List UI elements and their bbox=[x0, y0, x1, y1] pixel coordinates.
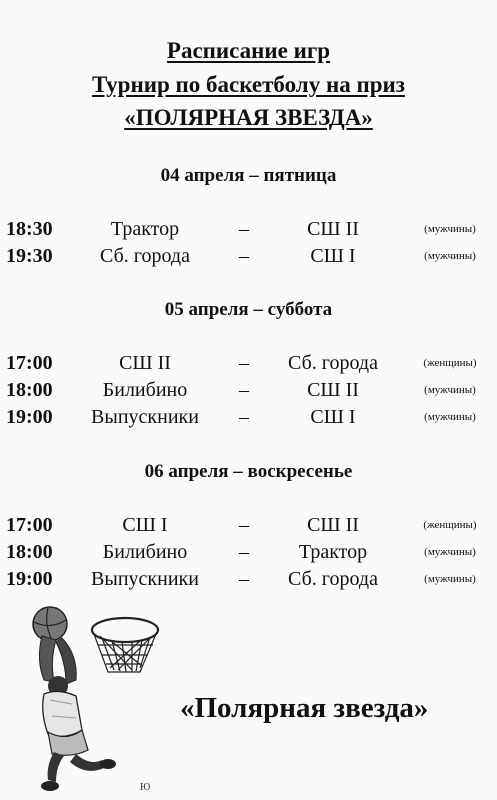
away-team: Сб. города bbox=[288, 352, 378, 374]
game-category: (мужчины) bbox=[424, 573, 476, 585]
game-category: (мужчины) bbox=[424, 223, 476, 235]
tournament-name: «ПОЛЯРНАЯ ЗВЕЗДА» bbox=[124, 105, 373, 130]
away-team: СШ II bbox=[307, 379, 359, 401]
game-category: (мужчины) bbox=[424, 411, 476, 423]
home-team: Выпускники bbox=[91, 568, 199, 590]
home-team: Билибино bbox=[102, 379, 188, 401]
away-team: СШ I bbox=[310, 245, 356, 267]
game-row bbox=[0, 243, 497, 269]
versus-dash: – bbox=[239, 352, 249, 374]
away-team: СШ I bbox=[310, 406, 356, 428]
versus-dash: – bbox=[239, 218, 249, 240]
away-team: Трактор bbox=[298, 541, 368, 563]
versus-dash: – bbox=[239, 541, 249, 563]
game-row bbox=[0, 216, 497, 242]
home-team: Трактор bbox=[110, 218, 180, 240]
game-category: (женщины) bbox=[423, 519, 477, 531]
away-team: СШ II bbox=[307, 514, 359, 536]
game-time: 17:00 bbox=[6, 514, 53, 536]
footer-title: «Полярная звезда» bbox=[180, 692, 429, 724]
versus-dash: – bbox=[239, 245, 249, 267]
day-title: 06 апреля – воскресенье bbox=[144, 461, 353, 482]
game-time: 18:30 bbox=[6, 218, 53, 240]
versus-dash: – bbox=[239, 379, 249, 401]
game-time: 19:00 bbox=[6, 406, 53, 428]
game-row bbox=[0, 377, 497, 403]
artist-signature: Ю bbox=[140, 782, 151, 793]
home-team: Выпускники bbox=[91, 406, 199, 428]
game-category: (мужчины) bbox=[424, 384, 476, 396]
game-category: (мужчины) bbox=[424, 546, 476, 558]
page-title: Расписание игр bbox=[166, 38, 331, 63]
game-row bbox=[0, 350, 497, 376]
game-row bbox=[0, 566, 497, 592]
game-time: 18:00 bbox=[6, 379, 53, 401]
home-team: Сб. города bbox=[100, 245, 190, 267]
game-row bbox=[0, 512, 497, 538]
basketball-ball bbox=[33, 607, 67, 641]
away-team: Сб. города bbox=[288, 568, 378, 590]
game-category: (мужчины) bbox=[424, 250, 476, 262]
away-team: СШ II bbox=[307, 218, 359, 240]
versus-dash: – bbox=[239, 406, 249, 428]
day-title: 04 апреля – пятница bbox=[160, 165, 337, 186]
game-row bbox=[0, 539, 497, 565]
game-time: 19:30 bbox=[6, 245, 53, 267]
tournament-subtitle: Турнир по баскетболу на приз bbox=[91, 72, 405, 97]
day-title: 05 апреля – суббота bbox=[164, 299, 333, 320]
game-time: 18:00 bbox=[6, 541, 53, 563]
game-category: (женщины) bbox=[423, 357, 477, 369]
home-team: СШ I bbox=[122, 514, 168, 536]
versus-dash: – bbox=[239, 514, 249, 536]
game-time: 17:00 bbox=[6, 352, 53, 374]
game-time: 19:00 bbox=[6, 568, 53, 590]
home-team: Билибино bbox=[102, 541, 188, 563]
home-team: СШ II bbox=[119, 352, 171, 374]
basketball-hoop-icon bbox=[92, 618, 158, 672]
versus-dash: – bbox=[239, 568, 249, 590]
basketball-player-icon bbox=[22, 600, 162, 798]
game-row bbox=[0, 404, 497, 430]
